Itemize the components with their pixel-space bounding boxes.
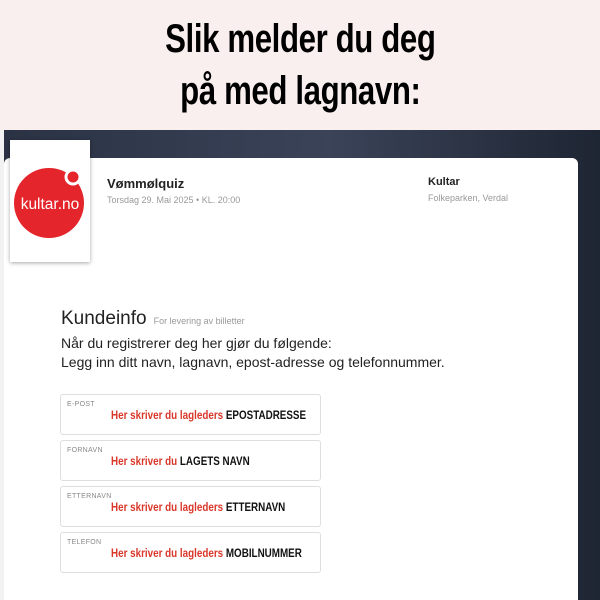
email-label: E-POST — [67, 401, 95, 408]
event-title: Vømmølquiz — [107, 176, 185, 191]
phone-field[interactable] — [60, 532, 321, 573]
kultar-logo-icon — [13, 163, 89, 239]
banner-title: Slik melder du deg på med lagnavn: — [164, 17, 436, 113]
last-name-value: Her skriver du lagleders ETTERNAVN — [111, 500, 286, 514]
phone-label: TELEFON — [67, 539, 102, 546]
customer-info-header — [61, 308, 245, 330]
venue-location: Folkeparken, Verdal — [428, 193, 509, 203]
first-name-value: Her skriver du LAGETS NAVN — [111, 454, 250, 468]
phone-value: Her skriver du lagleders MOBILNUMMER — [111, 546, 302, 560]
event-date: Torsdag 29. Mai 2025 • KL. 20:00 — [107, 195, 241, 205]
instruction-line-2: Legg inn ditt navn, lagnavn, epost-adresse og telefonnummer. — [61, 354, 445, 370]
instruction-line-1: Når du registrerer deg her gjør du følgende: — [61, 335, 332, 351]
last-name-label: ETTERNAVN — [67, 493, 112, 500]
section-title: Kundeinfo — [61, 308, 147, 329]
instruction-text — [61, 334, 445, 372]
first-name-field[interactable] — [60, 440, 321, 481]
last-name-field[interactable] — [60, 486, 321, 527]
email-field[interactable] — [60, 394, 321, 435]
venue-name: Kultar — [428, 176, 460, 188]
instruction-banner — [0, 0, 600, 130]
section-subtitle: For levering av billetter — [153, 316, 245, 326]
first-name-label: FORNAVN — [67, 447, 103, 454]
organizer-logo[interactable] — [10, 140, 90, 262]
logo-text: kultar.no — [20, 196, 80, 213]
email-value: Her skriver du lagleders EPOSTADRESSE — [111, 408, 307, 422]
